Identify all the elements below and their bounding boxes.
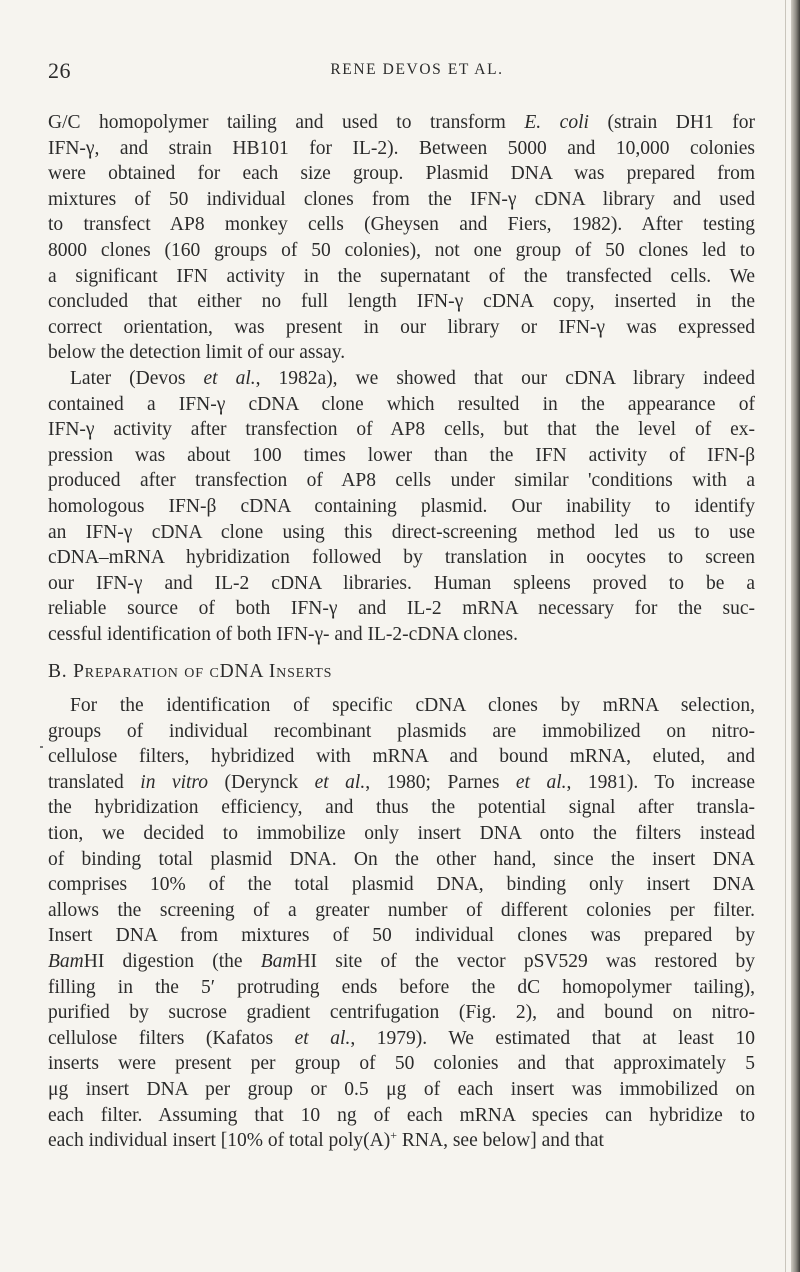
text-run: (strain DH1 for [588,112,755,133]
paragraph-1 [48,110,755,366]
text-line [48,187,755,213]
italic-term: et al. [314,771,366,793]
section-heading: B. Preparation of cDNA Inserts [48,661,333,683]
text-run: G/C homopolymer tailing and used to transform [48,112,525,133]
superscript: + [390,1128,398,1143]
text-line [48,238,755,264]
text-run: filling in the 5′ protruding ends before the dC homopolymer tailing), [48,976,755,998]
stray-mark [40,746,43,748]
text-run: our IFN-γ and IL-2 cDNA libraries. Human spleens proved to be a [48,572,755,594]
text-line [48,1103,755,1129]
page-number: 26 [48,58,71,83]
text-run: allows the screening of a greater number of different colonies per filter. [48,899,755,921]
text-run: , 1980; Parnes [365,771,516,793]
text-run: cDNA–mRNA hybridization followed by translation in oocytes to screen [48,547,755,569]
italic-term: Bam [260,951,297,972]
text-run: comprises 10% of the total plasmid DNA, binding only insert DNA [48,874,755,896]
page-edge-line [785,0,786,1272]
text-line [48,770,755,796]
text-run: (Derynck [208,771,315,793]
page-header [48,58,756,88]
text-line [48,136,755,162]
text-run: , 1979). We estimated that at least 10 [350,1027,755,1049]
text-run: correct orientation, was present in our library or IFN-γ was expressed [48,316,755,338]
text-run: the hybridization efficiency, and thus the potential signal after transla- [48,797,755,819]
text-line [48,520,755,546]
text-run: Later (Devos [70,367,204,389]
text-line [48,1000,755,1026]
italic-term: et al. [515,771,567,793]
paragraph-3 [48,693,755,1154]
text-run: cellulose filters (Kafatos [48,1027,295,1049]
text-line [48,289,755,315]
text-line [48,1128,755,1154]
text-line [48,110,755,136]
body-text [48,110,755,1154]
text-run: concluded that either no full length IFN-γ cDNA copy, inserted in the [48,291,755,313]
text-run: purified by sucrose gradient centrifugation (Fig. 2), and bound on nitro- [48,1002,755,1024]
text-line [48,494,755,520]
text-run: cellulose filters, hybridized with mRNA and bound mRNA, eluted, and [48,746,755,768]
text-line [48,315,755,341]
text-run: For the identification of specific cDNA clones by mRNA selection, [70,695,755,717]
text-run: mixtures of 50 individual clones from the IFN-γ cDNA library and used [48,188,755,210]
text-line [48,264,755,290]
text-run: , 1981). To increase [566,771,755,793]
text-run: inserts were present per group of 50 colonies and that approximately 5 [48,1053,755,1075]
text-line [48,1051,755,1077]
italic-term: et al. [203,367,256,389]
text-line [48,719,755,745]
text-run: of binding total plasmid DNA. On the other hand, since the insert DNA [48,848,755,870]
text-run: HI site of the vector pSV529 was restored by [296,951,756,972]
italic-term: E. coli [524,112,589,133]
text-run: cessful identification of both IFN-γ- and IL-2-cDNA clones. [48,623,518,645]
text-run: produced after transfection of AP8 cells under similar 'conditions with a [48,470,755,492]
text-run: μg insert DNA per group or 0.5 μg of each insert was immobilized on [48,1078,755,1100]
text-run: , 1982a), we showed that our cDNA library indeed [255,367,756,389]
text-run: IFN-γ, and strain HB101 for IL-2). Between 5000 and 10,000 colonies [48,137,755,159]
text-line [48,392,755,418]
text-line [48,1026,755,1052]
text-line [48,366,755,392]
text-line [48,571,755,597]
text-line [48,212,755,238]
paragraph-2 [48,366,755,648]
text-run: a significant IFN activity in the supernatant of the transfected cells. We [48,265,755,287]
text-line [48,1077,755,1103]
text-run: Insert DNA from mixtures of 50 individual clones was prepared by [48,925,755,947]
text-line [48,622,755,648]
italic-term: et al. [294,1027,351,1049]
text-line [48,923,755,949]
text-line [48,161,755,187]
text-line [48,949,755,975]
italic-term: Bam [48,951,84,972]
text-line [48,693,755,719]
text-run: were obtained for each size group. Plasmid DNA was prepared from [48,163,755,185]
text-run: each individual insert [10% of total poly(A) [48,1130,391,1152]
text-line [48,821,755,847]
text-run: an IFN-γ cDNA clone using this direct-screening method led us to use [48,521,755,543]
text-line [48,847,755,873]
page-binding-shadow [791,0,800,1272]
text-run: pression was about 100 times lower than the IFN activity of IFN-β [48,444,755,466]
text-run: contained a IFN-γ cDNA clone which resulted in the appearance of [48,393,755,415]
text-run: translated [48,771,141,793]
text-run: 8000 clones (160 groups of 50 colonies), not one group of 50 clones led to [48,239,755,261]
text-line [48,872,755,898]
italic-term: in vitro [140,771,209,793]
text-line [48,898,755,924]
text-line [48,545,755,571]
text-run: RNA, see below] and that [397,1130,604,1152]
text-run: IFN-γ activity after transfection of AP8 cells, but that the level of ex- [48,419,755,441]
text-line [48,468,755,494]
text-run: below the detection limit of our assay. [48,342,346,364]
text-run: reliable source of both IFN-γ and IL-2 mRNA necessary for the suc- [48,598,755,620]
text-line [48,443,755,469]
text-line [48,417,755,443]
text-run: each filter. Assuming that 10 ng of each mRNA species can hybridize to [48,1104,755,1126]
text-line [48,795,755,821]
text-run: homologous IFN-β cDNA containing plasmid. Our inability to identify [48,495,755,517]
text-run: HI digestion (the [83,951,261,972]
text-line [48,744,755,770]
text-line [48,975,755,1001]
text-line [48,596,755,622]
text-line [48,340,755,366]
running-head: RENE DEVOS ET AL. [330,61,504,78]
text-run: groups of individual recombinant plasmids are immobilized on nitro- [48,720,755,742]
text-run: to transfect AP8 monkey cells (Gheysen and Fiers, 1982). After testing [48,214,755,236]
text-run: tion, we decided to immobilize only insert DNA onto the filters instead [48,823,755,845]
